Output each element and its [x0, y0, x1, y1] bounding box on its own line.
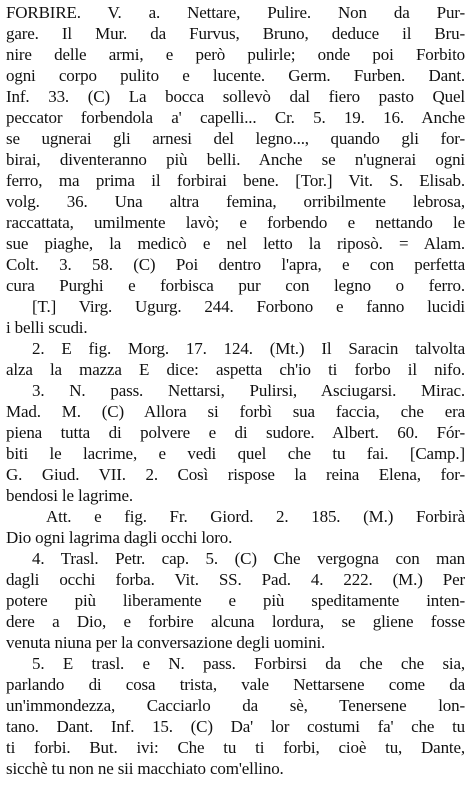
text-line: 2. E fig. Morg. 17. 124. (Mt.) Il Saracin talvolta [32, 339, 465, 358]
text-line: Mad. M. (C) Allora si forbì sua faccia, che era [6, 402, 465, 421]
text-line: Att. e fig. Fr. Giord. 2. 185. (M.) Forbirà [46, 507, 465, 526]
text-line: gare. Il Mur. da Furvus, Bruno, deduce il Bru- [6, 24, 465, 43]
text-line: peccator forbendola a' capelli... Cr. 5. 19. 16. Anche [6, 108, 465, 127]
text-line: biti le lacrime, e vedi quel che tu fai. [Camp.] [6, 444, 465, 463]
text-line: 4. Trasl. Petr. cap. 5. (C) Che vergogna con man [32, 549, 465, 568]
text-line: 5. E trasl. e N. pass. Forbirsi da che che sia, [32, 654, 465, 673]
text-line: tano. Dant. Inf. 15. (C) Da' lor costumi fa' che tu [6, 717, 465, 736]
text-line: Dio ogni lagrima dagli occhi loro. [6, 528, 233, 547]
text-line: cura Purghi e forbisca pur con legno o ferro. [6, 276, 465, 295]
text-line: ferro, ma prima il forbirai bene. [Tor.] Vit. S. Elisab. [6, 171, 465, 190]
text-line: bendosi le lagrime. [6, 486, 133, 505]
text-line: ti forbi. But. ivi: Che tu ti forbi, cioè tu, Dante, [6, 738, 465, 757]
text-line: sicchè tu non ne sii macchiato com'ellino. [6, 759, 284, 778]
text-line: birai, diventeranno più belli. Anche se n'ugnerai ogni [6, 150, 465, 169]
text-line: volg. 36. Una altra femina, orribilmente lebrosa, [6, 192, 465, 211]
text-line: FORBIRE. V. a. Nettare, Pulire. Non da Pur- [6, 3, 465, 22]
text-line: un'immondezza, Cacciarlo da sè, Tenersene lon- [6, 696, 465, 715]
text-line: sue piaghe, la medicò e nel letto la riposò. = Alam. [6, 234, 465, 253]
text-line: dagli occhi forba. Vit. SS. Pad. 4. 222. (M.) Per [6, 570, 465, 589]
text-line: dere a Dio, e forbire alcuna lordura, se gliene fosse [6, 612, 465, 631]
text-line: G. Giud. VII. 2. Così rispose la reina Elena, for- [6, 465, 465, 484]
text-line: venuta niuna per la conversazione degli uomini. [6, 633, 326, 652]
text-line: ogni corpo pulito e lucente. Germ. Furben. Dant. [6, 66, 465, 85]
text-line: i belli scudi. [6, 318, 88, 337]
text-line: alza la mazza E dice: aspetta ch'io ti forbo il nifo. [6, 360, 465, 379]
text-line: 3. N. pass. Nettarsi, Pulirsi, Asciugarsi. Mirac. [32, 381, 465, 400]
text-line: parlando di cosa trista, vale Nettarsene come da [6, 675, 465, 694]
text-line: se ugnerai gli arnesi del legno..., quando gli for- [6, 129, 465, 148]
text-line: piena tutta di polvere e di sudore. Albert. 60. Fór- [6, 423, 465, 442]
text-line: potere più liberamente e più speditamente inten- [6, 591, 465, 610]
text-line: raccattata, umilmente lavò; e forbendo e nettando le [6, 213, 465, 232]
text-line: nire delle armi, e però pulirle; onde poi Forbito [6, 45, 465, 64]
text-line: [T.] Virg. Ugurg. 244. Forbono e fanno lucidi [32, 297, 465, 316]
text-line: Inf. 33. (C) La bocca sollevò dal fiero pasto Quel [6, 87, 465, 106]
text-line: Colt. 3. 58. (C) Poi dentro l'apra, e con perfetta [6, 255, 465, 274]
